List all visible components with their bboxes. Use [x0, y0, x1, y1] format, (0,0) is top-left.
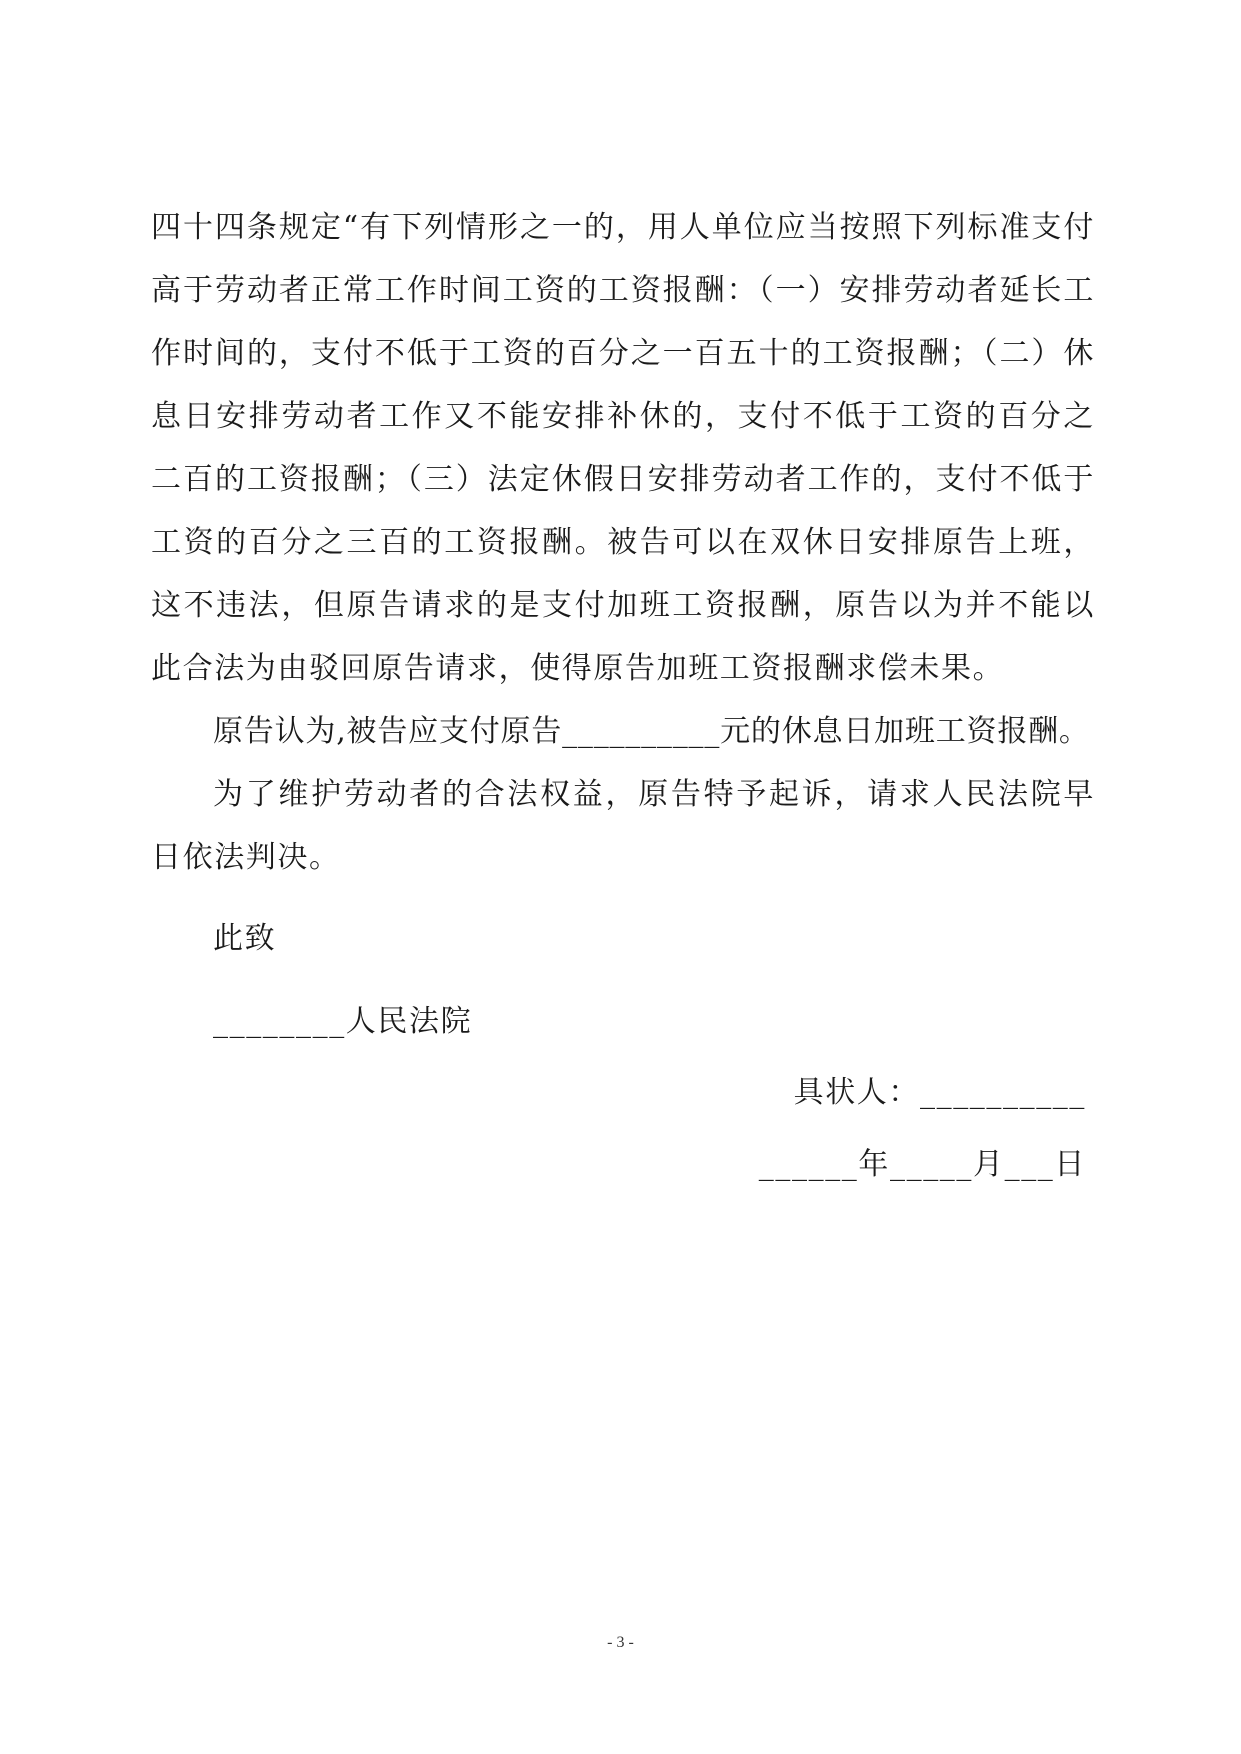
plea-paragraph: 为了维护劳动者的合法权益，原告特予起诉，请求人民法院早日依法判决。 — [151, 777, 1095, 875]
claim-paragraph: 原告认为,被告应支付原告__________元的休息日加班工资报酬。 — [213, 714, 1090, 749]
page-number: - 3 - — [607, 1634, 634, 1651]
salutation-text: 此致 — [213, 921, 277, 956]
date-line: ______年_____月___日 — [758, 1147, 1086, 1182]
signer-line: 具状人：__________ — [793, 1075, 1086, 1110]
body-paragraph: 四十四条规定“有下列情形之一的，用人单位应当按照下列标准支付高于劳动者正常工作时间工资的工资报酬：（一）安排劳动者延长工作时间的，支付不低于工资的百分之一百五十的工资报酬；（二）休息日安排劳动者工作又不能安排补休的，支付不低于工资的百分之二百的工资报酬；（三）法定休假日安排劳动者工作的，支付不低于工资的百分之三百的工资报酬。被告可以在双休日安排原告上班，这不违法，但原告请求的是支付加班工资报酬，原告以为并不能以此合法为由驳回原告请求，使得原告加班工资报酬求偿未果。 — [151, 210, 1095, 686]
court-addressee: ________人民法院 — [213, 1004, 473, 1039]
